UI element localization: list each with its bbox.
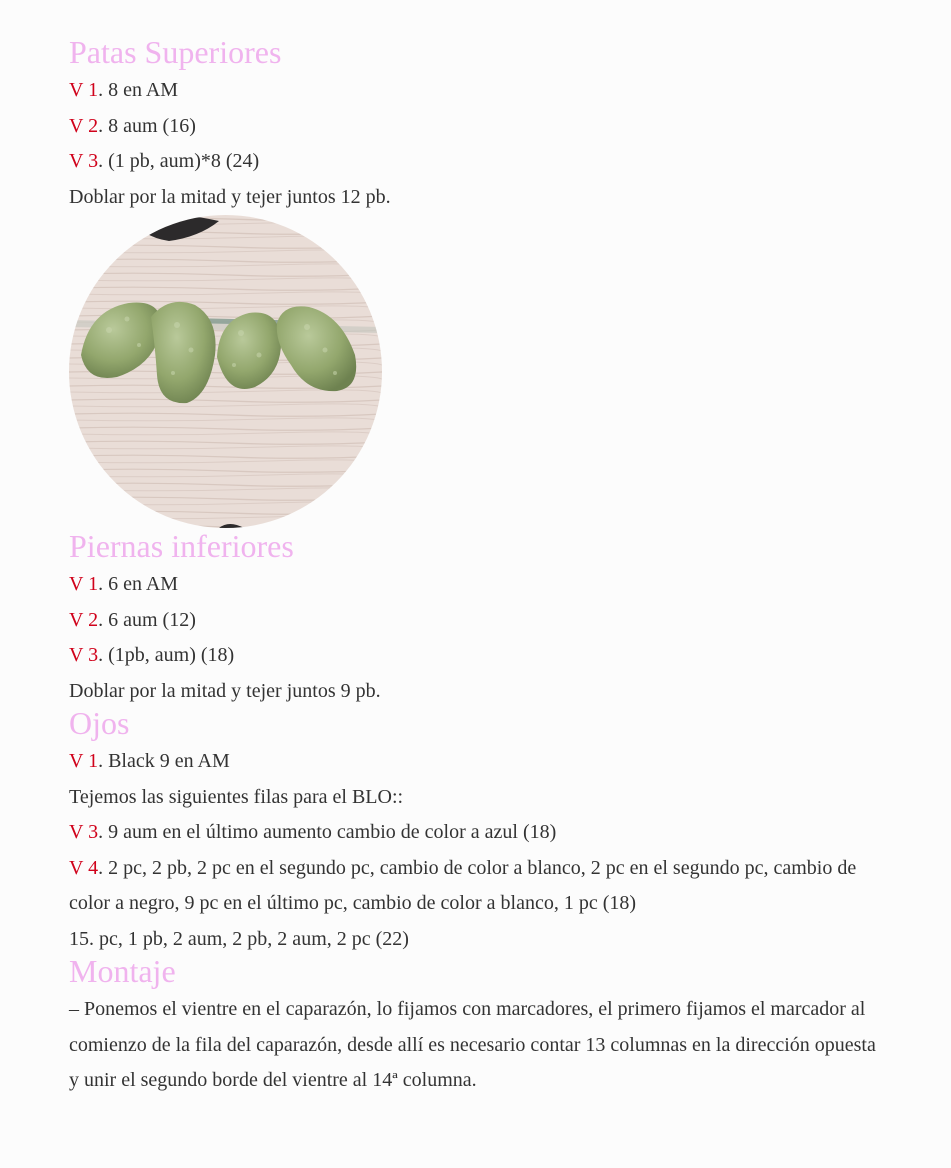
- round-row: [69, 603, 899, 639]
- instruction-note: Tejemos las siguientes filas para el BLO::: [69, 785, 404, 808]
- round-label: V 3: [69, 821, 99, 843]
- round-label: V 1: [69, 79, 99, 101]
- round-text: . 6 aum (12): [98, 608, 196, 631]
- round-label: V 2: [69, 608, 99, 631]
- round-text: . Black 9 en AM: [98, 750, 230, 772]
- round-text: . 2 pc, 2 pb, 2 pc en el segundo pc, cambio de color a blanco, 2 pc en el segundo pc, cambio de color a negro, 9 pc en el último pc, cambio de color a blanco, 1 pc (18): [69, 856, 857, 914]
- round-row: [69, 744, 899, 780]
- section-title-piernas-inferiores: Piernas inferiores: [69, 528, 294, 564]
- round-row: [69, 567, 899, 603]
- round-text: . 9 aum en el último aumento cambio de color a azul (18): [98, 821, 557, 843]
- pattern-page: [69, 0, 899, 1099]
- round-row: [69, 851, 859, 922]
- round-row: 15. pc, 1 pb, 2 aum, 2 pb, 2 aum, 2 pc (22): [69, 927, 409, 950]
- round-label: V 1: [69, 573, 99, 595]
- round-row: [69, 73, 899, 109]
- round-text: . 8 en AM: [98, 79, 179, 101]
- round-label: V 1: [69, 750, 99, 772]
- crochet-legs-illustration: [69, 215, 382, 528]
- assembly-paragraph: – Ponemos el vientre en el caparazón, lo fijamos con marcadores, el primero fijamos el marcador al comienzo de la fila del caparazón, desde allí es necesario contar 13 columnas en la dirección opuesta y unir el segundo borde del vientre al 14ª columna.: [69, 998, 876, 1091]
- round-text: . 8 aum (16): [98, 114, 196, 137]
- round-row: [69, 815, 899, 851]
- round-label: V 3: [69, 644, 99, 666]
- section-title-ojos: Ojos: [69, 705, 130, 741]
- instruction-note: Doblar por la mitad y tejer juntos 9 pb.: [69, 679, 381, 702]
- round-label: V 3: [69, 150, 99, 172]
- round-row: [69, 638, 899, 674]
- instruction-note: Doblar por la mitad y tejer juntos 12 pb.: [69, 185, 391, 208]
- crochet-legs-photo: [69, 215, 382, 528]
- round-text: . (1 pb, aum)*8 (24): [98, 150, 260, 172]
- round-row: [69, 109, 899, 145]
- section-title-montaje: Montaje: [69, 953, 176, 989]
- section-title-patas-superiores: Patas Superiores: [69, 34, 282, 70]
- round-label: V 2: [69, 114, 99, 137]
- round-text: . (1pb, aum) (18): [98, 644, 235, 666]
- round-label: V 4: [69, 856, 99, 879]
- round-text: . 6 en AM: [98, 573, 179, 595]
- round-row: [69, 144, 899, 180]
